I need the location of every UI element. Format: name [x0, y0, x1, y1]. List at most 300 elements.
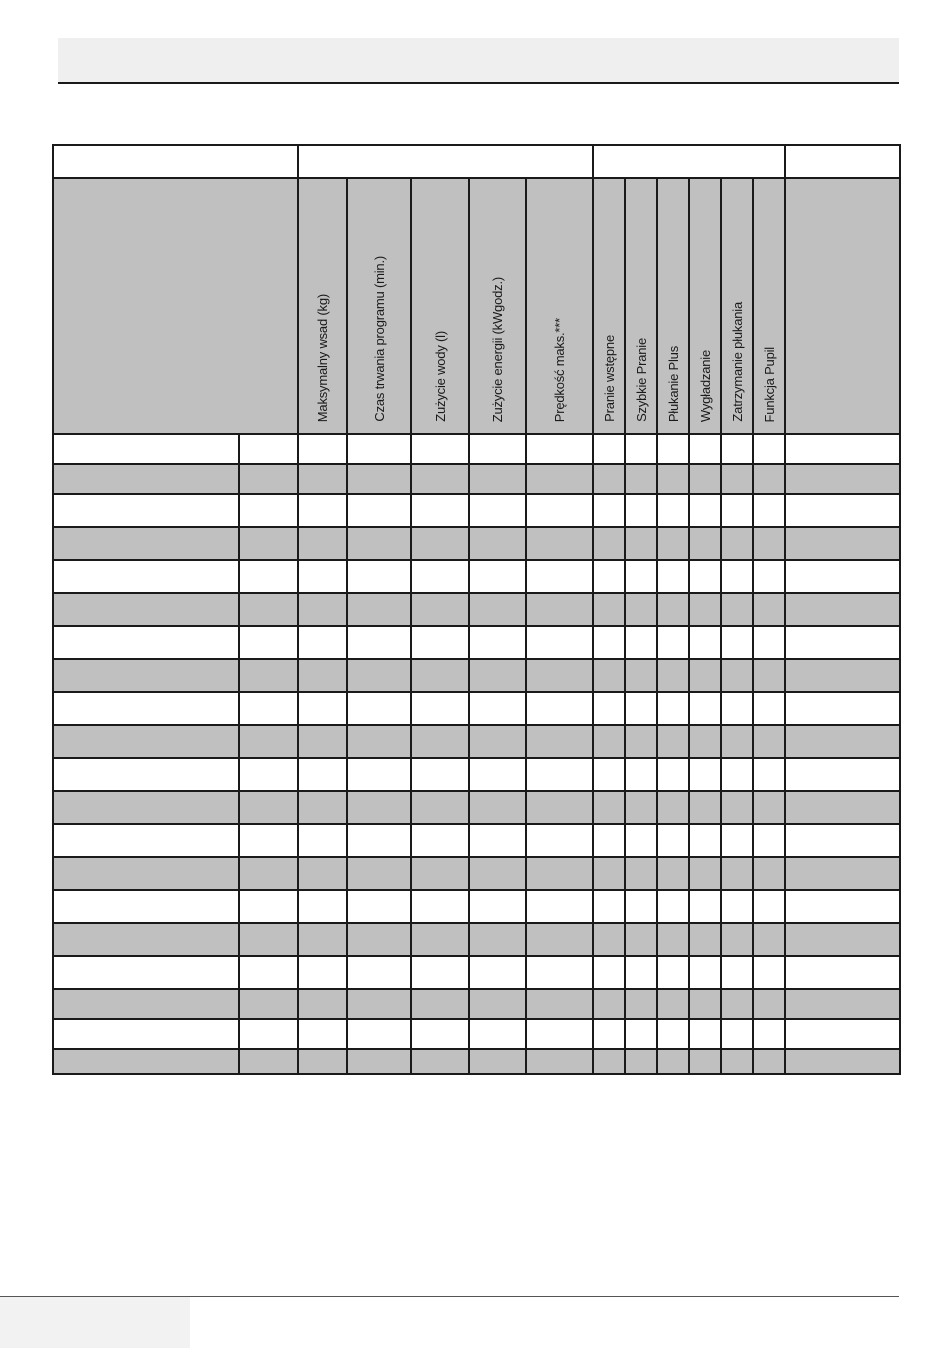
table-cell	[526, 989, 593, 1019]
table-cell	[239, 1049, 298, 1074]
table-cell	[347, 560, 411, 593]
table-cell	[526, 692, 593, 725]
table-cell	[298, 527, 347, 560]
table-cell	[593, 659, 625, 692]
table-cell	[239, 725, 298, 758]
table-cell	[753, 989, 785, 1019]
table-cell	[469, 593, 526, 626]
table-row	[53, 593, 900, 626]
table-cell	[347, 434, 411, 464]
table-cell	[753, 659, 785, 692]
header-label: Wygładzanie	[697, 349, 713, 422]
table-cell	[721, 758, 753, 791]
table-cell	[657, 758, 689, 791]
table-cell	[753, 725, 785, 758]
table-cell	[753, 1049, 785, 1074]
table-cell	[411, 824, 469, 857]
table-cell	[239, 593, 298, 626]
table-cell	[785, 560, 900, 593]
table-cell	[689, 692, 721, 725]
header-rinse-plus	[657, 178, 689, 434]
table-cell	[785, 659, 900, 692]
table-cell	[721, 791, 753, 824]
table-cell	[785, 434, 900, 464]
table-cell	[625, 527, 657, 560]
table-cell	[753, 434, 785, 464]
table-cell	[53, 464, 239, 494]
table-cell	[469, 857, 526, 890]
table-cell	[625, 1049, 657, 1074]
table-cell	[721, 890, 753, 923]
table-cell	[625, 824, 657, 857]
table-cell	[625, 494, 657, 527]
table-cell	[347, 626, 411, 659]
header-label: Zużycie energii (kWgodz.)	[490, 276, 505, 422]
table-cell	[785, 824, 900, 857]
table-cell	[593, 923, 625, 956]
table-cell	[239, 434, 298, 464]
table-cell	[593, 494, 625, 527]
table-cell	[347, 725, 411, 758]
table-cell	[347, 1019, 411, 1049]
table-cell	[526, 659, 593, 692]
table-cell	[785, 923, 900, 956]
table-cell	[721, 593, 753, 626]
table-cell	[53, 989, 239, 1019]
table-cell	[239, 464, 298, 494]
table-cell	[689, 593, 721, 626]
table-cell	[689, 791, 721, 824]
table-cell	[239, 956, 298, 989]
table-cell	[753, 593, 785, 626]
header-label: Czas trwania programu (min.)	[371, 256, 387, 422]
table-cell	[53, 692, 239, 725]
table-cell	[469, 791, 526, 824]
table-cell	[721, 923, 753, 956]
table-cell	[411, 725, 469, 758]
table-cell	[298, 725, 347, 758]
table-cell	[721, 956, 753, 989]
table-cell	[721, 725, 753, 758]
table-cell	[53, 659, 239, 692]
table-cell	[689, 989, 721, 1019]
table-cell	[239, 923, 298, 956]
table-cell	[753, 824, 785, 857]
table-cell	[593, 626, 625, 659]
table-cell	[469, 692, 526, 725]
table-cell	[53, 857, 239, 890]
table-cell	[657, 989, 689, 1019]
table-cell	[526, 434, 593, 464]
table-cell	[689, 956, 721, 989]
table-row	[53, 725, 900, 758]
table-cell	[625, 1019, 657, 1049]
table-cell	[625, 989, 657, 1019]
table-cell	[469, 464, 526, 494]
header-cell-temperature	[785, 178, 900, 434]
table-cell	[526, 1019, 593, 1049]
table-cell	[785, 989, 900, 1019]
table-cell	[625, 890, 657, 923]
table-cell	[593, 989, 625, 1019]
table-cell	[593, 692, 625, 725]
table-row	[53, 464, 900, 494]
table-cell	[593, 725, 625, 758]
table-cell	[298, 791, 347, 824]
group-cell-functions	[593, 145, 785, 178]
table-cell	[753, 626, 785, 659]
table-cell	[526, 857, 593, 890]
table-cell	[411, 1049, 469, 1074]
table-cell	[657, 593, 689, 626]
table-cell	[53, 560, 239, 593]
group-cell-consumption	[298, 145, 593, 178]
table-cell	[469, 1049, 526, 1074]
header-label: Pranie wstępne	[601, 335, 617, 422]
header-anti-crease	[689, 178, 721, 434]
table-cell	[689, 923, 721, 956]
table-cell	[753, 527, 785, 560]
table-row	[53, 956, 900, 989]
table-cell	[657, 956, 689, 989]
table-cell	[689, 725, 721, 758]
footer-page-tab	[0, 1297, 190, 1348]
table-cell	[785, 890, 900, 923]
table-cell	[689, 527, 721, 560]
table-cell	[239, 626, 298, 659]
table-cell	[298, 692, 347, 725]
table-cell	[689, 758, 721, 791]
table-cell	[657, 494, 689, 527]
table-cell	[753, 464, 785, 494]
table-cell	[411, 593, 469, 626]
table-group-row	[53, 145, 900, 178]
table-cell	[239, 560, 298, 593]
table-cell	[785, 692, 900, 725]
table-cell	[625, 692, 657, 725]
table-cell	[347, 494, 411, 527]
table-cell	[469, 923, 526, 956]
table-cell	[298, 434, 347, 464]
table-cell	[721, 626, 753, 659]
table-cell	[625, 857, 657, 890]
table-cell	[593, 1049, 625, 1074]
table-cell	[239, 527, 298, 560]
table-cell	[469, 758, 526, 791]
table-cell	[526, 824, 593, 857]
header-label: Płukanie Plus	[665, 345, 681, 422]
table-cell	[411, 494, 469, 527]
table-cell	[526, 956, 593, 989]
table-cell	[526, 527, 593, 560]
table-cell	[625, 434, 657, 464]
table-cell	[526, 626, 593, 659]
table-cell	[347, 824, 411, 857]
table-cell	[347, 659, 411, 692]
header-program-duration	[347, 178, 411, 434]
table-cell	[53, 434, 239, 464]
program-table-wrapper	[52, 144, 901, 1075]
table-row	[53, 791, 900, 824]
table-cell	[689, 494, 721, 527]
table-cell	[411, 956, 469, 989]
table-cell	[625, 956, 657, 989]
table-cell	[526, 758, 593, 791]
table-cell	[657, 1019, 689, 1049]
table-cell	[785, 956, 900, 989]
table-cell	[53, 725, 239, 758]
table-cell	[239, 824, 298, 857]
table-cell	[753, 692, 785, 725]
table-cell	[593, 434, 625, 464]
table-cell	[411, 989, 469, 1019]
table-cell	[753, 956, 785, 989]
table-cell	[526, 494, 593, 527]
header-cell-program	[53, 178, 298, 434]
table-cell	[593, 791, 625, 824]
table-row	[53, 527, 900, 560]
table-cell	[721, 1049, 753, 1074]
table-cell	[347, 791, 411, 824]
table-cell	[721, 857, 753, 890]
table-cell	[657, 692, 689, 725]
table-cell	[411, 758, 469, 791]
table-cell	[657, 626, 689, 659]
table-cell	[657, 923, 689, 956]
table-cell	[657, 527, 689, 560]
group-cell-temperature	[785, 145, 900, 178]
table-cell	[753, 791, 785, 824]
table-cell	[526, 464, 593, 494]
table-cell	[347, 692, 411, 725]
table-cell	[298, 464, 347, 494]
table-cell	[411, 434, 469, 464]
table-cell	[593, 593, 625, 626]
table-cell	[526, 560, 593, 593]
table-cell	[239, 692, 298, 725]
table-cell	[689, 464, 721, 494]
table-cell	[785, 494, 900, 527]
table-cell	[593, 1019, 625, 1049]
table-cell	[347, 1049, 411, 1074]
table-cell	[753, 890, 785, 923]
table-cell	[721, 434, 753, 464]
table-cell	[785, 1019, 900, 1049]
table-cell	[469, 659, 526, 692]
table-cell	[53, 593, 239, 626]
table-cell	[469, 725, 526, 758]
table-cell	[625, 464, 657, 494]
table-cell	[347, 464, 411, 494]
table-cell	[657, 725, 689, 758]
table-row	[53, 692, 900, 725]
table-cell	[625, 659, 657, 692]
table-cell	[53, 527, 239, 560]
table-cell	[469, 494, 526, 527]
header-water-consumption	[411, 178, 469, 434]
table-cell	[53, 758, 239, 791]
table-cell	[411, 527, 469, 560]
table-cell	[239, 1019, 298, 1049]
table-row	[53, 1019, 900, 1049]
table-cell	[469, 1019, 526, 1049]
table-cell	[657, 1049, 689, 1074]
table-cell	[411, 560, 469, 593]
table-cell	[53, 923, 239, 956]
table-cell	[689, 1049, 721, 1074]
table-cell	[753, 758, 785, 791]
table-cell	[298, 626, 347, 659]
table-cell	[785, 464, 900, 494]
table-cell	[526, 923, 593, 956]
header-label: Zatrzymanie płukania	[729, 302, 745, 422]
table-cell	[526, 791, 593, 824]
table-cell	[239, 857, 298, 890]
table-cell	[785, 626, 900, 659]
table-cell	[53, 1049, 239, 1074]
table-cell	[689, 890, 721, 923]
table-cell	[593, 857, 625, 890]
table-cell	[411, 659, 469, 692]
table-cell	[298, 758, 347, 791]
table-cell	[469, 527, 526, 560]
table-cell	[298, 494, 347, 527]
table-cell	[689, 626, 721, 659]
table-cell	[239, 494, 298, 527]
table-cell	[785, 857, 900, 890]
table-cell	[593, 824, 625, 857]
table-cell	[689, 659, 721, 692]
table-cell	[411, 890, 469, 923]
table-cell	[625, 593, 657, 626]
table-row	[53, 434, 900, 464]
table-cell	[593, 890, 625, 923]
header-pet-hair	[753, 178, 785, 434]
table-cell	[53, 890, 239, 923]
table-row	[53, 626, 900, 659]
header-quick-wash	[625, 178, 657, 434]
table-row	[53, 923, 900, 956]
table-cell	[298, 659, 347, 692]
table-cell	[785, 527, 900, 560]
table-cell	[689, 857, 721, 890]
table-cell	[689, 560, 721, 593]
header-label: Maksymalny wsad (kg)	[315, 293, 330, 422]
table-cell	[657, 434, 689, 464]
table-cell	[657, 824, 689, 857]
table-cell	[347, 758, 411, 791]
page-header-bar	[58, 38, 899, 84]
table-cell	[721, 1019, 753, 1049]
table-cell	[785, 725, 900, 758]
table-cell	[721, 464, 753, 494]
table-cell	[785, 791, 900, 824]
table-row	[53, 890, 900, 923]
table-cell	[347, 923, 411, 956]
table-cell	[298, 1049, 347, 1074]
table-cell	[721, 494, 753, 527]
table-row	[53, 560, 900, 593]
table-cell	[239, 659, 298, 692]
table-row	[53, 989, 900, 1019]
table-cell	[625, 725, 657, 758]
table-cell	[53, 494, 239, 527]
table-cell	[721, 989, 753, 1019]
table-cell	[753, 1019, 785, 1049]
table-row	[53, 494, 900, 527]
header-label: Szybkie Pranie	[633, 338, 649, 422]
table-cell	[657, 857, 689, 890]
table-cell	[721, 692, 753, 725]
table-cell	[657, 791, 689, 824]
table-cell	[53, 956, 239, 989]
program-table	[52, 144, 901, 1075]
table-cell	[689, 1019, 721, 1049]
table-cell	[657, 464, 689, 494]
table-cell	[53, 1019, 239, 1049]
table-cell	[689, 434, 721, 464]
table-cell	[239, 758, 298, 791]
header-prewash	[593, 178, 625, 434]
table-cell	[347, 857, 411, 890]
header-label: Funkcja Pupil	[761, 346, 777, 422]
header-label: Zużycie wody (l)	[432, 331, 448, 422]
table-cell	[625, 791, 657, 824]
header-energy-consumption	[469, 178, 526, 434]
table-cell	[347, 527, 411, 560]
table-row	[53, 857, 900, 890]
table-header-row	[53, 178, 900, 434]
table-cell	[298, 1019, 347, 1049]
table-cell	[526, 890, 593, 923]
table-cell	[469, 989, 526, 1019]
table-cell	[347, 989, 411, 1019]
table-cell	[347, 890, 411, 923]
table-cell	[411, 857, 469, 890]
group-cell-program	[53, 145, 298, 178]
table-cell	[721, 560, 753, 593]
table-cell	[657, 560, 689, 593]
table-cell	[298, 560, 347, 593]
table-cell	[298, 989, 347, 1019]
table-cell	[53, 791, 239, 824]
table-cell	[657, 890, 689, 923]
table-cell	[625, 758, 657, 791]
table-cell	[411, 923, 469, 956]
table-cell	[721, 659, 753, 692]
table-cell	[469, 560, 526, 593]
table-cell	[689, 824, 721, 857]
table-cell	[239, 989, 298, 1019]
table-cell	[753, 494, 785, 527]
table-cell	[411, 626, 469, 659]
table-cell	[721, 527, 753, 560]
table-cell	[239, 890, 298, 923]
table-cell	[298, 824, 347, 857]
table-row	[53, 758, 900, 791]
table-cell	[526, 725, 593, 758]
table-row	[53, 659, 900, 692]
table-cell	[593, 464, 625, 494]
header-rinse-hold	[721, 178, 753, 434]
table-cell	[411, 464, 469, 494]
table-row	[53, 1049, 900, 1074]
table-cell	[593, 956, 625, 989]
table-cell	[411, 692, 469, 725]
table-cell	[411, 791, 469, 824]
table-cell	[469, 956, 526, 989]
table-cell	[785, 758, 900, 791]
